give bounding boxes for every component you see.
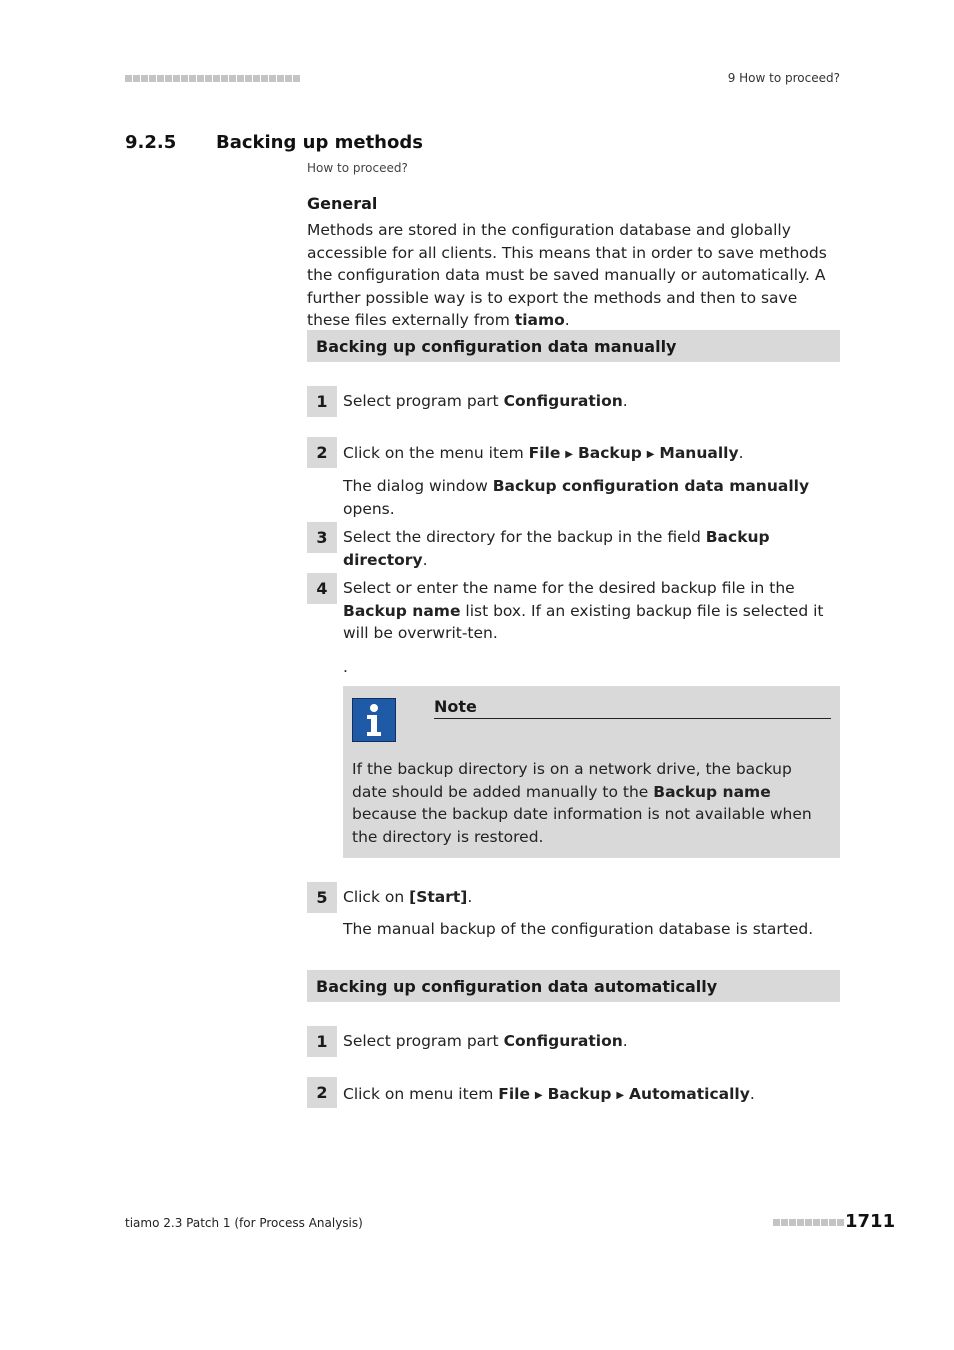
info-icon bbox=[352, 698, 396, 742]
footer-decoration bbox=[773, 1219, 844, 1226]
step-result: The dialog window Backup configuration data manually opens. bbox=[343, 477, 810, 518]
step-number: 4 bbox=[307, 573, 337, 604]
step-number: 2 bbox=[307, 437, 337, 468]
section-title: Backing up methods bbox=[216, 132, 423, 153]
section-number: 9.2.5 bbox=[125, 132, 177, 153]
triangle-right-icon: ▶ bbox=[616, 1090, 625, 1101]
step-number: 3 bbox=[307, 522, 337, 553]
step-result: The manual backup of the configuration database is started. bbox=[343, 920, 814, 938]
page-number: 1711 bbox=[845, 1211, 896, 1232]
triangle-right-icon: ▶ bbox=[646, 449, 655, 460]
step-trailing-dot: . bbox=[343, 658, 348, 676]
step-text: Click on menu item File ▶ Backup ▶ Automatically. bbox=[343, 1085, 755, 1103]
step-number: 2 bbox=[307, 1077, 337, 1108]
note-text: If the backup directory is on a network drive, the backup date should be added manually to the Backup name because the backup date information is not available when the directory is restored. bbox=[352, 760, 812, 846]
step-text: Click on the menu item File ▶ Backup ▶ Manually. bbox=[343, 444, 744, 462]
header-decoration bbox=[125, 75, 300, 82]
note-title: Note bbox=[434, 697, 477, 716]
footer-product: tiamo 2.3 Patch 1 (for Process Analysis) bbox=[125, 1216, 363, 1230]
general-heading: General bbox=[307, 194, 378, 213]
triangle-right-icon: ▶ bbox=[565, 449, 573, 460]
note-divider bbox=[434, 718, 831, 719]
step-text: Select or enter the name for the desired backup file in the Backup name list box. If an existing backup file is selected it will be overwrit-ten. bbox=[343, 579, 824, 643]
running-header: 9 How to proceed? bbox=[727, 71, 840, 85]
manual-backup-heading: Backing up configuration data manually bbox=[307, 330, 840, 362]
section-subtitle: How to proceed? bbox=[307, 161, 408, 175]
triangle-right-icon: ▶ bbox=[534, 1090, 543, 1101]
step-text: Select program part Configuration. bbox=[343, 1032, 628, 1050]
step-number: 1 bbox=[307, 386, 337, 417]
step-text: Select program part Configuration. bbox=[343, 392, 628, 410]
step-text: Select the directory for the backup in the field Backup directory. bbox=[343, 528, 770, 569]
info-glyph bbox=[362, 703, 386, 737]
auto-backup-heading: Backing up configuration data automatically bbox=[307, 970, 840, 1002]
step-number: 5 bbox=[307, 882, 337, 913]
step-text: Click on [Start]. bbox=[343, 888, 473, 906]
step-number: 1 bbox=[307, 1026, 337, 1057]
general-paragraph: Methods are stored in the configuration database and globally accessible for all clients. This means that in order to save methods the configuration data must be saved manually or automatically. A further possible way is to export the methods and then to save these files externally from tiamo. bbox=[307, 221, 827, 330]
